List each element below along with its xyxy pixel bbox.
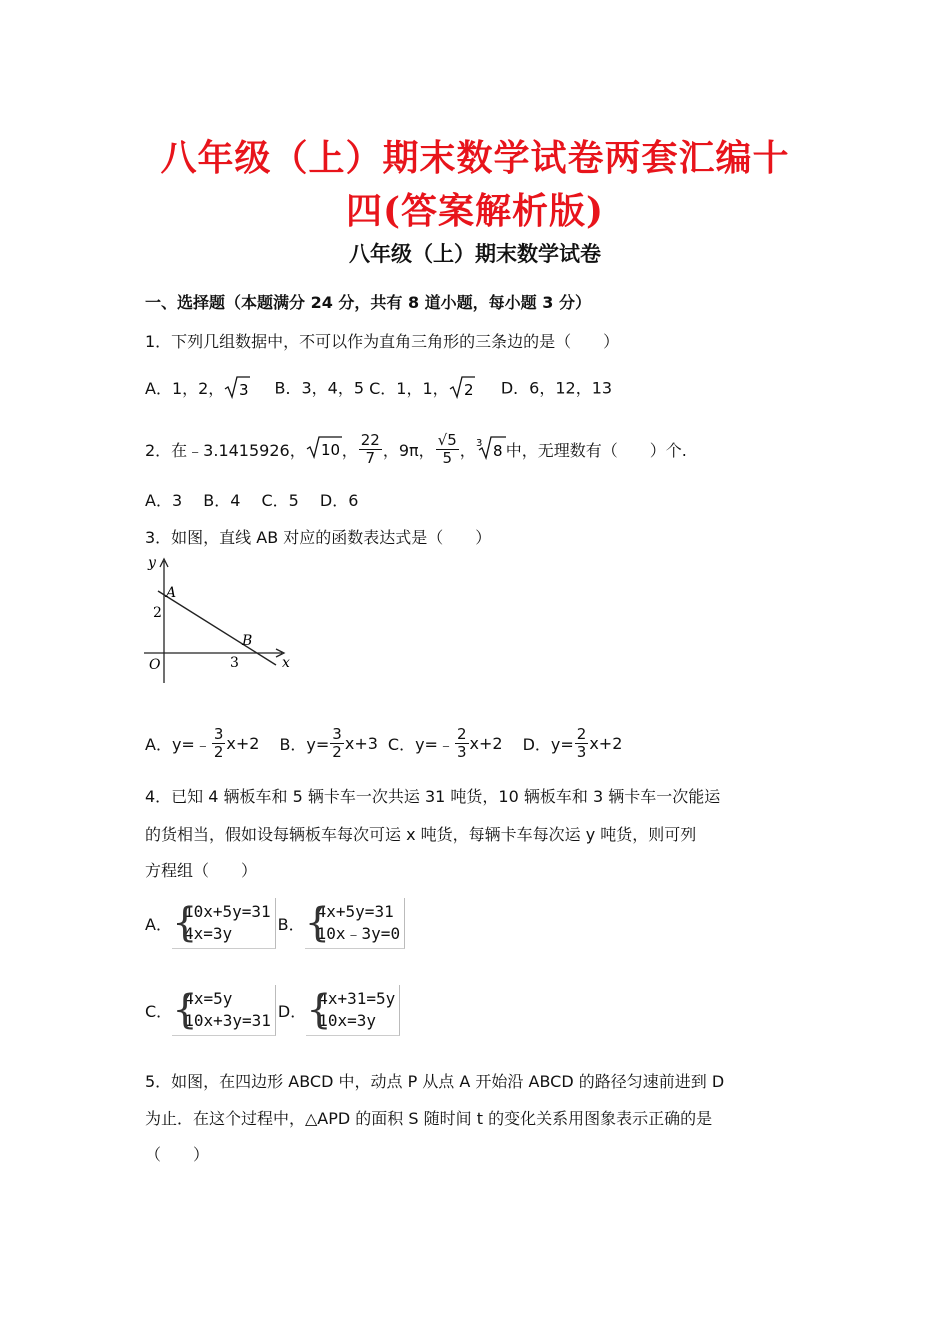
q1-option-a: A．1，2， 3 (145, 379, 250, 398)
q4-option-b-system: { 4x+5y=31 10x﹣3y=0 (305, 898, 405, 949)
svg-text:2: 2 (463, 381, 474, 399)
q4-option-b-label: B． (277, 915, 305, 934)
q1-option-c: C．1，1， 2 (369, 379, 475, 398)
q3-option-c: C．y=﹣ $\frac{2}{3}$ x+2 (387, 724, 503, 761)
q3-option-a: A．y=﹣ $\frac{3}{2}$ x+2 (145, 724, 260, 761)
sqrt-symbol (449, 375, 475, 403)
q1-stem: 1．下列几组数据中，不可以作为直角三角形的三条边的是（ ） (145, 332, 620, 351)
q4-options-cd (145, 985, 400, 1036)
q2-options: A．3 B．4 C．5 D．6 (145, 491, 359, 510)
q5-stem-line2: 为止．在这个过程中，△APD 的面积 S 随时间 t 的变化关系用图象表示正确的是 (145, 1109, 713, 1128)
section-heading: 一、选择题（本题满分 24 分，共有 8 道小题，每小题 3 分） (145, 293, 591, 312)
q4-stem-line1: 4．已知 4 辆板车和 5 辆卡车一次共运 31 吨货，10 辆板车和 3 辆卡车一次能运 (145, 787, 721, 806)
exam-subtitle: 八年级（上）期末数学试卷 (349, 241, 601, 266)
point-b-label: B (242, 633, 253, 649)
x-intercept-label: 3 (230, 655, 239, 671)
svg-text:10: 10 (320, 441, 340, 459)
q1-options (145, 375, 612, 403)
q3-option-d: D．y= $\frac{2}{3}$ x+2 (522, 724, 623, 761)
q1-option-d: D．6，12，13 (500, 378, 613, 398)
x-axis-label: x (282, 655, 290, 671)
q4-option-c-label: C． (145, 1002, 173, 1021)
origin-label: O (149, 657, 161, 673)
q5-stem-line3: （ ） (145, 1145, 210, 1164)
q3-option-b: B．y= $\frac{3}{2}$ x+3 (279, 724, 378, 761)
document-title-line1: 八年级（上）期末数学试卷两套汇编十 (160, 137, 790, 179)
fraction: $\frac{√5}{5}$ (437, 430, 457, 467)
y-axis-label: y (148, 555, 156, 571)
svg-text:3: 3 (475, 438, 483, 449)
y-intercept-label: 2 (153, 605, 162, 621)
fraction: $\frac{22}{7}$ (360, 430, 380, 467)
q4-stem-line3: 方程组（ ） (145, 861, 258, 880)
q4-option-a-label: A． (145, 915, 172, 934)
sqrt-symbol (306, 435, 342, 463)
q3-options (145, 720, 622, 766)
q4-option-c-system: { 4x=5y 10x+3y=31 (172, 985, 276, 1036)
q3-function-graph (144, 555, 294, 687)
q4-options-ab (145, 898, 405, 949)
q4-option-d-label: D． (277, 1002, 307, 1021)
point-a-label: A (166, 585, 177, 601)
q4-stem-line2: 的货相当，假如设每辆板车每次可运 x 吨货，每辆卡车每次运 y 吨货，则可列 (145, 825, 697, 844)
q4-option-a-system: { 10x+5y=31 4x=3y (172, 898, 276, 949)
cube-root-symbol (476, 434, 506, 464)
svg-text:8: 8 (492, 442, 503, 460)
sqrt-symbol (224, 375, 250, 403)
document-title-line2: 四(答案解析版) (345, 190, 605, 232)
q4-option-d-system: { 4x+31=5y 10x=3y (306, 985, 400, 1036)
q5-stem-line1: 5．如图，在四边形 ABCD 中，动点 P 从点 A 开始沿 ABCD 的路径匀速前进到 D (145, 1072, 725, 1091)
q1-option-b: B．3，4，5 (274, 378, 365, 398)
line-ab (158, 591, 276, 665)
svg-text:3: 3 (239, 381, 249, 399)
q2-stem: 2．在﹣3.1415926， 10 ， $\frac{22}{7}$ ，9π， $\frac{√5}{5}$ ， 3 8 中，无理数有（ ）个. (145, 430, 687, 467)
q3-stem: 3．如图，直线 AB 对应的函数表达式是（ ） (145, 528, 492, 547)
